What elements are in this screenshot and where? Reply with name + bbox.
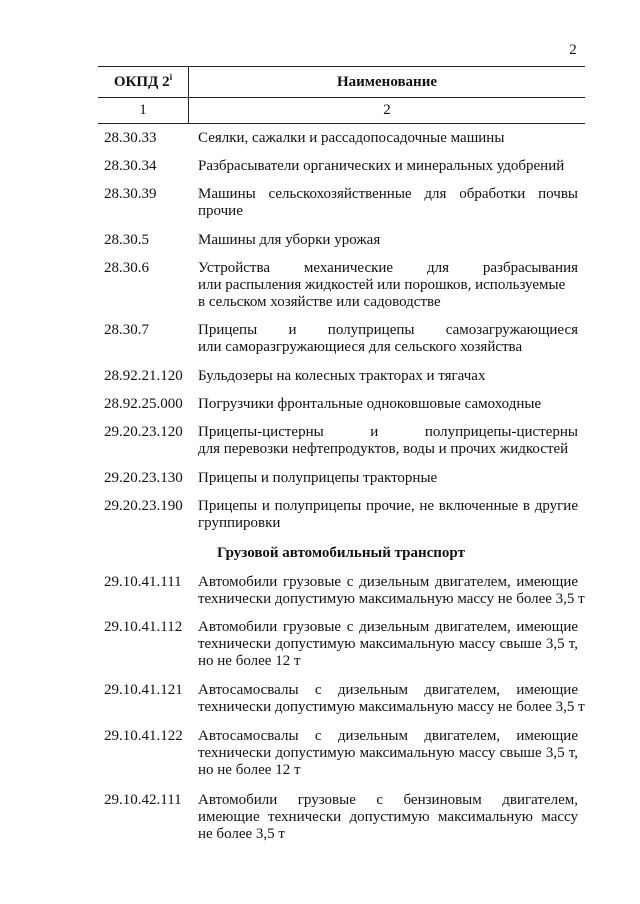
row-name: Прицепы и полуприцепы самозагружающиеся или саморазгружающиеся для сельского хозяйства	[198, 322, 578, 355]
row-name: Сеялки, сажалки и рассадопосадочные машины	[198, 130, 505, 146]
row-name: Прицепы и полуприцепы тракторные	[198, 470, 438, 486]
row-name: Автосамосвалы с дизельным двигателем, имеющие технически допустимую максимальную массу свыше 3,5 т, но не более 12 т	[198, 728, 578, 778]
row-name: Автомобили грузовые с дизельным двигателем, имеющие технически допустимую максимальную массу свыше 3,5 т, но не более 12 т	[198, 619, 578, 669]
row-name: Прицепы-цистерны и полуприцепы-цистерны для перевозки нефтепродуктов, воды и прочих жидкостей	[198, 424, 578, 457]
footnote-marker: i	[169, 71, 173, 82]
column-header-code-label: ОКПД 2	[113, 73, 170, 90]
row-code: 28.30.6	[104, 260, 149, 276]
row-name: Прицепы и полуприцепы прочие, не включенные в другие группировки	[198, 498, 578, 531]
row-name: Автосамосвалы с дизельным двигателем, имеющие технически допустимую максимальную массу не более 3,5 т	[198, 682, 585, 715]
table-header	[98, 66, 585, 124]
page-number: 2	[569, 42, 577, 58]
row-code: 29.10.41.121	[104, 682, 183, 698]
section-heading: Грузовой автомобильный транспорт	[217, 545, 465, 561]
row-code: 29.20.23.120	[104, 424, 183, 440]
row-code: 28.92.25.000	[104, 396, 183, 412]
row-code: 29.10.42.111	[104, 792, 182, 808]
row-code: 28.30.39	[104, 186, 157, 202]
row-name: Бульдозеры на колесных тракторах и тягачах	[198, 368, 486, 384]
row-name: Автомобили грузовые с бензиновым двигателем, имеющие технически допустимую максимальную массу не более 3,5 т	[198, 792, 578, 842]
row-name: Погрузчики фронтальные одноковшовые самоходные	[198, 396, 542, 412]
column-number-1: 1	[98, 98, 189, 124]
column-header-code	[98, 67, 189, 98]
row-name: Устройства механические для разбрасывания или распыления жидкостей или порошков, используемые в сельском хозяйстве или садоводстве	[198, 260, 578, 310]
row-code: 28.92.21.120	[104, 368, 183, 384]
row-code: 29.20.23.190	[104, 498, 183, 514]
row-name: Автомобили грузовые с дизельным двигателем, имеющие технически допустимую максимальную массу не более 3,5 т	[198, 574, 585, 607]
column-header-name: Наименование	[189, 67, 586, 98]
row-name: Машины сельскохозяйственные для обработки почвы прочие	[198, 186, 578, 219]
row-code: 29.10.41.112	[104, 619, 183, 635]
column-number-2: 2	[189, 98, 586, 124]
row-code: 28.30.7	[104, 322, 149, 338]
row-code: 29.10.41.111	[104, 574, 182, 590]
row-code: 28.30.5	[104, 232, 149, 248]
row-name: Разбрасыватели органических и минеральных удобрений	[198, 158, 565, 174]
row-code: 29.10.41.122	[104, 728, 183, 744]
row-code: 28.30.34	[104, 158, 157, 174]
row-code: 29.20.23.130	[104, 470, 183, 486]
row-code: 28.30.33	[104, 130, 157, 146]
row-name: Машины для уборки урожая	[198, 232, 381, 248]
